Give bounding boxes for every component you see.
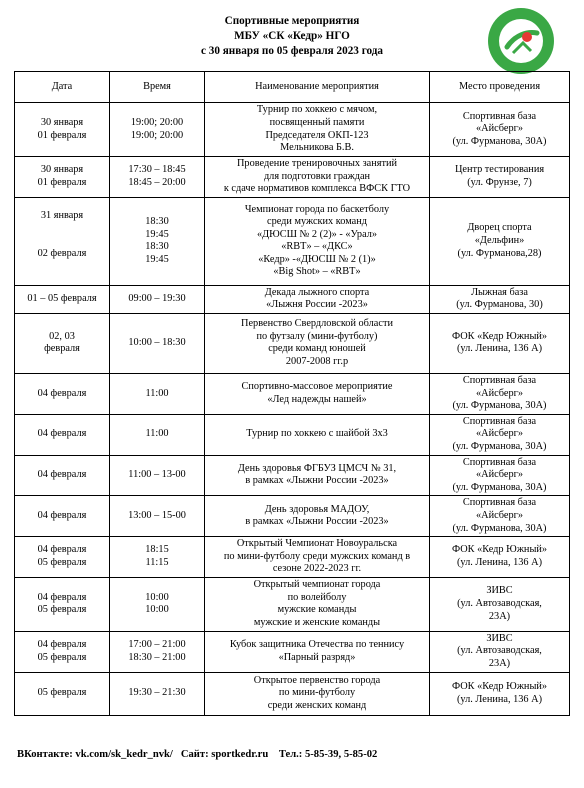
cell-line: 19:30 – 21:30: [128, 687, 186, 699]
cell-line: февраля: [44, 343, 80, 355]
cell-line: Чемпионат города по баскетболу: [244, 203, 390, 215]
cell-line: 04 февраля: [37, 428, 87, 440]
cell-line: Спортивная база: [462, 497, 537, 509]
table-cell-name: [205, 373, 430, 414]
table-cell-place: [430, 672, 570, 715]
table-cell-time: [110, 103, 205, 157]
cell-line: «RBT» – «ДКС»: [281, 241, 353, 253]
cell-line: 30 января: [40, 164, 84, 176]
cell-line: «Айсберг»: [476, 387, 523, 399]
cell-line: 17:30 – 18:45: [128, 164, 186, 176]
footer-contacts: [17, 749, 377, 760]
footer-site: Сайт: sportkedr.ru: [180, 749, 269, 760]
cell-line: 10:00: [145, 604, 169, 616]
cell-line: 04 февраля: [37, 469, 87, 481]
cell-line: «Айсберг»: [476, 428, 523, 440]
cell-line: 23А): [488, 658, 511, 670]
kedr-logo-icon: [487, 7, 555, 75]
table-cell-name: [205, 197, 430, 285]
table-body: [15, 103, 570, 716]
table-cell-place: [430, 197, 570, 285]
table-cell-time: [110, 313, 205, 373]
table-cell-place: [430, 103, 570, 157]
table-row: [15, 631, 570, 672]
table-row: [15, 157, 570, 198]
table-cell-place: [430, 496, 570, 537]
column-header-date: Дата: [15, 72, 110, 103]
table-cell-place: [430, 373, 570, 414]
table-cell-name: [205, 414, 430, 455]
cell-line: ЗИВС: [486, 585, 513, 597]
table-cell-date: [15, 285, 110, 313]
table-cell-time: [110, 577, 205, 631]
table-cell-time: [110, 496, 205, 537]
table-cell-date: [15, 313, 110, 373]
table-row: [15, 313, 570, 373]
table-cell-date: [15, 496, 110, 537]
cell-line: 19:00; 20:00: [130, 116, 184, 128]
cell-line: Мельникова Б.В.: [280, 142, 354, 154]
table-cell-name: [205, 631, 430, 672]
cell-line: 18:15: [145, 544, 169, 556]
table-row: [15, 672, 570, 715]
cell-line: Лыжная база: [471, 286, 528, 298]
table-row: [15, 373, 570, 414]
table-cell-date: [15, 537, 110, 578]
cell-line: 09:00 – 19:30: [128, 293, 186, 305]
cell-line: 05 февраля: [37, 556, 87, 568]
table-cell-place: [430, 537, 570, 578]
cell-line: 01 февраля: [37, 176, 87, 188]
table-header-row: [15, 72, 570, 103]
table-cell-date: [15, 577, 110, 631]
cell-line: (ул. Ленина, 136 А): [456, 343, 543, 355]
cell-line: 11:15: [145, 556, 169, 568]
table-cell-place: [430, 414, 570, 455]
cell-line: 2007-2008 гг.р: [285, 356, 349, 368]
table-cell-name: [205, 577, 430, 631]
cell-line: [17, 235, 107, 248]
cell-line: Турнир по хоккею с мячом,: [256, 104, 378, 116]
cell-line: (ул. Фурманова, 30А): [452, 481, 547, 493]
cell-line: по футзалу (мини-футболу): [256, 330, 378, 342]
cell-line: (ул. Фурманова,28): [457, 247, 542, 259]
cell-line: 04 февраля: [37, 509, 87, 521]
table-cell-date: [15, 373, 110, 414]
table-cell-place: [430, 285, 570, 313]
table-cell-place: [430, 455, 570, 496]
cell-line: 19:00; 20:00: [130, 129, 184, 141]
cell-line: Председателя ОКП-123: [265, 129, 369, 141]
cell-line: «Айсберг»: [476, 469, 523, 481]
cell-line: 05 февраля: [37, 687, 87, 699]
table-cell-place: [430, 313, 570, 373]
cell-line: по волейболу: [287, 591, 347, 603]
cell-line: мужские и женские команды: [253, 616, 381, 628]
cell-line: 19:45: [145, 228, 169, 240]
table-cell-date: [15, 455, 110, 496]
table-cell-name: [205, 537, 430, 578]
table-cell-time: [110, 197, 205, 285]
cell-line: (ул. Фурманова, 30А): [452, 522, 547, 534]
cell-line: (ул. Автозаводская,: [457, 598, 542, 610]
cell-line: 23А): [488, 610, 511, 622]
table-cell-name: [205, 313, 430, 373]
cell-line: (ул. Ленина, 136 А): [456, 556, 543, 568]
cell-line: [17, 260, 107, 273]
cell-line: 11:00: [145, 387, 169, 399]
column-header-name: Наименование мероприятия: [205, 72, 430, 103]
table-cell-name: [205, 157, 430, 198]
table-cell-place: [430, 577, 570, 631]
cell-line: среди мужских команд: [267, 216, 367, 228]
cell-line: среди команд юношей: [268, 343, 366, 355]
cell-line: 18:30: [145, 241, 169, 253]
cell-line: 18:45 – 20:00: [128, 176, 186, 188]
cell-line: ФОК «Кедр Южный»: [451, 544, 548, 556]
cell-line: Спортивная база: [462, 374, 537, 386]
table-row: [15, 537, 570, 578]
table-row: [15, 455, 570, 496]
cell-line: «Лыжня России -2023»: [266, 299, 368, 311]
title-line-1: Спортивные мероприятия: [224, 15, 360, 27]
table-cell-date: [15, 414, 110, 455]
table-cell-date: [15, 672, 110, 715]
cell-line: Спортивная база: [462, 415, 537, 427]
table-row: [15, 414, 570, 455]
table-cell-time: [110, 414, 205, 455]
cell-line: 04 февраля: [37, 387, 87, 399]
table-cell-time: [110, 537, 205, 578]
cell-line: 02, 03: [49, 330, 75, 342]
title-line-3: с 30 января по 05 февраля 2023 года: [200, 45, 384, 57]
cell-line: Первенство Свердловской области: [241, 318, 393, 330]
cell-line: 05 февраля: [37, 604, 87, 616]
cell-line: Спортивная база: [462, 456, 537, 468]
table-cell-place: [430, 631, 570, 672]
cell-line: (ул. Фурманова, 30А): [452, 440, 547, 452]
cell-line: в рамках «Лыжни России -2023»: [245, 516, 389, 528]
cell-line: 05 февраля: [37, 651, 87, 663]
cell-line: к сдаче нормативов комплекса ВФСК ГТО: [223, 183, 411, 195]
cell-line: Открытое первенство города: [253, 674, 381, 686]
table-cell-name: [205, 455, 430, 496]
cell-line: (ул. Фурманова, 30): [456, 299, 543, 311]
cell-line: «Кедр» -«ДЮСШ № 2 (1)»: [258, 253, 376, 265]
cell-line: 13:00 – 15-00: [128, 509, 186, 521]
cell-line: 04 февраля: [37, 591, 87, 603]
table-row: [15, 103, 570, 157]
cell-line: 04 февраля: [37, 639, 87, 651]
cell-line: Открытый чемпионат города: [253, 579, 381, 591]
cell-line: 18:30: [145, 216, 169, 228]
cell-line: 10:00: [145, 591, 169, 603]
cell-line: 11:00: [145, 428, 169, 440]
cell-line: «Дельфин»: [474, 234, 525, 246]
cell-line: Кубок защитника Отечества по теннису: [229, 639, 405, 651]
cell-line: мужские команды: [277, 604, 357, 616]
cell-line: ФОК «Кедр Южный»: [451, 681, 548, 693]
cell-line: 11:00 – 13-00: [128, 469, 186, 481]
cell-line: (ул. Ленина, 136 А): [456, 693, 543, 705]
table-cell-name: [205, 672, 430, 715]
footer-phone: Тел.: 5-85-39, 5-85-02: [278, 749, 378, 760]
cell-line: (ул. Фрунзе, 7): [467, 176, 532, 188]
column-header-time: Время: [110, 72, 205, 103]
cell-line: Декада лыжного спорта: [264, 286, 370, 298]
cell-line: «Парный разряд»: [278, 651, 356, 663]
table-cell-time: [110, 373, 205, 414]
cell-line: ФОК «Кедр Южный»: [451, 330, 548, 342]
cell-line: (ул. Автозаводская,: [457, 645, 542, 657]
table-cell-place: [430, 157, 570, 198]
table-row: [15, 577, 570, 631]
cell-line: для подготовки граждан: [263, 170, 371, 182]
cell-line: Центр тестирования: [454, 164, 545, 176]
table-cell-time: [110, 157, 205, 198]
cell-line: 01 – 05 февраля: [27, 293, 97, 305]
cell-line: среди женских команд: [267, 699, 367, 711]
footer-vk: ВКонтакте: vk.com/sk_kedr_nvk/: [17, 749, 173, 760]
column-header-place: Место проведения: [430, 72, 570, 103]
cell-line: 02 февраля: [37, 247, 87, 259]
table-cell-time: [110, 631, 205, 672]
cell-line: «Лед надежды нашей»: [267, 393, 367, 405]
cell-line: День здоровья МАДОУ,: [264, 503, 370, 515]
cell-line: 10:00 – 18:30: [128, 337, 186, 349]
table-cell-name: [205, 496, 430, 537]
cell-line: Проведение тренировочных занятий: [236, 158, 397, 169]
cell-line: посвященный памяти: [269, 116, 365, 128]
cell-line: 04 февраля: [37, 544, 87, 556]
cell-line: 17:00 – 21:00: [128, 639, 186, 651]
cell-line: 19:45: [145, 253, 169, 265]
cell-line: Спортивная база: [462, 110, 537, 122]
cell-line: в рамках «Лыжни России -2023»: [245, 475, 389, 487]
cell-line: 31 января: [40, 209, 84, 221]
table-cell-date: [15, 631, 110, 672]
table-cell-date: [15, 103, 110, 157]
cell-line: «Айсберг»: [476, 123, 523, 135]
cell-line: по мини-футболу среди мужских команд в: [223, 550, 411, 562]
cell-line: «Big Shot» – «RBT»: [273, 266, 361, 278]
table-cell-name: [205, 285, 430, 313]
cell-line: (ул. Фурманова, 30А): [452, 400, 547, 412]
cell-line: 18:30 – 21:00: [128, 651, 186, 663]
table-row: [15, 496, 570, 537]
cell-line: Дворец спорта: [467, 222, 532, 234]
cell-line: «Айсберг»: [476, 509, 523, 521]
cell-line: Турнир по хоккею с шайбой 3х3: [246, 428, 388, 440]
table-cell-time: [110, 455, 205, 496]
cell-line: 30 января: [40, 116, 84, 128]
title-line-2: МБУ «СК «Кедр» НГО: [234, 30, 350, 42]
cell-line: 01 февраля: [37, 129, 87, 141]
table-row: [15, 285, 570, 313]
table-cell-date: [15, 197, 110, 285]
events-table: [14, 71, 570, 716]
table-row: [15, 197, 570, 285]
cell-line: ЗИВС: [486, 632, 513, 644]
table-cell-date: [15, 157, 110, 198]
cell-line: Открытый Чемпионат Новоуральска: [236, 538, 398, 550]
cell-line: «ДЮСШ № 2 (2)» - «Урал»: [256, 228, 378, 240]
cell-line: [17, 222, 107, 235]
cell-line: Спортивно-массовое мероприятие: [241, 381, 393, 393]
cell-line: сезоне 2022-2023 гг.: [272, 563, 362, 575]
table-cell-name: [205, 103, 430, 157]
cell-line: (ул. Фурманова, 30А): [452, 135, 547, 147]
table-cell-time: [110, 672, 205, 715]
cell-line: День здоровья ФГБУЗ ЦМСЧ № 31,: [237, 462, 397, 474]
cell-line: по мини-футболу: [278, 687, 356, 699]
table-cell-time: [110, 285, 205, 313]
